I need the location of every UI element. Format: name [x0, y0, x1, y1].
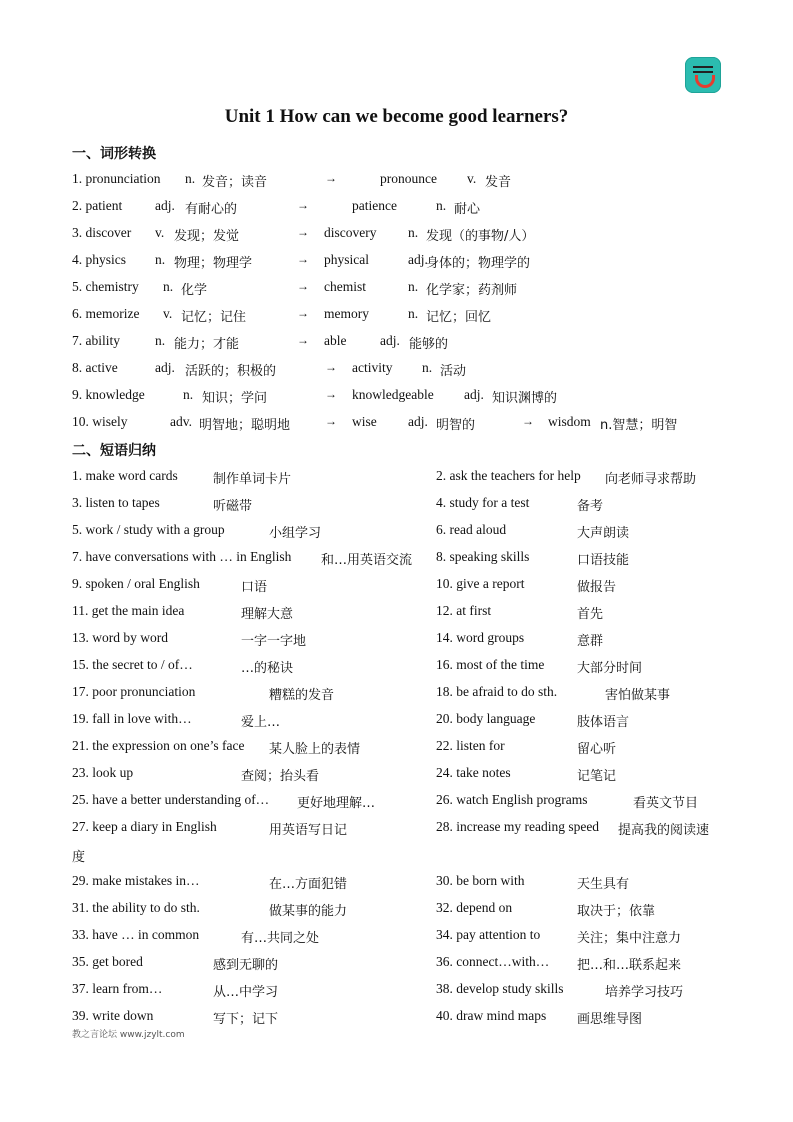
phrase-cn: 看英文节目 — [633, 796, 699, 811]
page-title: Unit 1 How can we become good learners? — [224, 106, 569, 127]
phrase-cn: 向老师寻求帮助 — [605, 472, 697, 487]
phrase-cn: 理解大意 — [241, 607, 294, 622]
phrase-cn: …的秘诀 — [241, 661, 294, 676]
word-form-pos: n. — [422, 360, 433, 375]
word-form-meaning: 化学家；药剂师 — [426, 283, 518, 298]
phrase-row — [0, 819, 793, 839]
phrase-en: 33. have … in common — [72, 927, 200, 942]
phrase-cn: 备考 — [577, 499, 604, 514]
word-form-word: 7. ability — [72, 333, 120, 348]
phrase-en: 7. have conversations with … in English — [72, 549, 292, 564]
phrase-en: 38. develop study skills — [436, 981, 564, 996]
phrase-row — [0, 630, 793, 650]
phrase-row — [0, 495, 793, 515]
word-form-row — [0, 171, 793, 191]
phrase-cn: 提高我的阅读速 — [618, 823, 710, 838]
phrase-en: 8. speaking skills — [436, 549, 530, 564]
word-form-arrow: → — [325, 387, 337, 401]
phrase-en: 26. watch English programs — [436, 792, 588, 807]
word-form-row — [0, 387, 793, 407]
word-form-pos: n. — [408, 306, 419, 321]
word-form-arrow: → — [325, 414, 337, 428]
phrase-en: 25. have a better understanding of… — [72, 792, 270, 807]
word-form-derived: memory — [324, 306, 369, 321]
word-form-meaning: 记忆；回忆 — [426, 310, 492, 325]
word-form-row — [0, 306, 793, 326]
phrase-en: 10. give a report — [436, 576, 525, 591]
word-form-row — [0, 360, 793, 380]
phrase-cn: 做某事的能力 — [269, 904, 348, 919]
phrase-en: 17. poor pronunciation — [72, 684, 196, 699]
word-form-pos: adj. — [464, 387, 484, 402]
word-form-word: 8. active — [72, 360, 118, 375]
phrase-row — [0, 954, 793, 974]
phrase-row — [0, 846, 793, 866]
word-form-row — [0, 279, 793, 299]
word-form-pos: n. — [408, 225, 419, 240]
phrase-cn: 取决于；依靠 — [577, 904, 656, 919]
word-form-arrow: → — [297, 279, 309, 293]
word-form-arrow: → — [325, 171, 337, 185]
phrase-en: 36. connect…with… — [436, 954, 550, 969]
phrase-cn: 害怕做某事 — [605, 688, 671, 703]
phrase-cn: 首先 — [577, 607, 604, 622]
phrase-cn: 糟糕的发音 — [269, 688, 335, 703]
word-form-pos: n. — [185, 171, 196, 186]
word-form-pos: adj. — [408, 414, 428, 429]
word-form-pos: adj. — [380, 333, 400, 348]
phrase-en: 27. keep a diary in English — [72, 819, 217, 834]
word-form-arrow: → — [297, 225, 309, 239]
phrase-cn: 小组学习 — [269, 526, 322, 541]
phrase-en: 9. spoken / oral English — [72, 576, 200, 591]
word-form-word: 10. wisely — [72, 414, 128, 429]
phrase-en: 1. make word cards — [72, 468, 178, 483]
word-form-pos: n. — [163, 279, 174, 294]
word-form-row — [0, 225, 793, 245]
word-form-meaning: 知识；学问 — [202, 391, 268, 406]
word-form-pos: adj. — [155, 198, 175, 213]
word-form-word: 6. memorize — [72, 306, 140, 321]
phrase-en: 11. get the main idea — [72, 603, 185, 618]
word-form-derived: chemist — [324, 279, 366, 294]
phrase-en: 18. be afraid to do sth. — [436, 684, 558, 699]
phrase-cn: 查阅；抬头看 — [241, 769, 320, 784]
word-form-pos: n. — [436, 198, 447, 213]
word-form-row — [0, 414, 793, 434]
phrase-cn: 做报告 — [577, 580, 617, 595]
phrase-cn: 在…方面犯错 — [269, 877, 348, 892]
phrase-row — [0, 576, 793, 596]
logo-smile — [695, 75, 715, 88]
phrase-en: 20. body language — [436, 711, 536, 726]
word-form-word: 4. physics — [72, 252, 126, 267]
word-form-arrow: → — [297, 252, 309, 266]
word-form-meaning: 发音；读音 — [202, 175, 268, 190]
phrase-cn: 制作单词卡片 — [213, 472, 292, 487]
phrase-cn: 大声朗读 — [577, 526, 630, 541]
phrase-row — [0, 873, 793, 893]
phrase-row — [0, 927, 793, 947]
phrase-en: 19. fall in love with… — [72, 711, 192, 726]
phrase-row — [0, 549, 793, 569]
phrase-cn: 大部分时间 — [577, 661, 643, 676]
phrase-en: 6. read aloud — [436, 522, 507, 537]
phrase-cn: 把…和…联系起来 — [577, 958, 682, 973]
word-form-meaning: 知识渊博的 — [492, 391, 558, 406]
phrase-row — [0, 711, 793, 731]
word-form-pos: n. — [183, 387, 194, 402]
word-form-pos: v. — [467, 171, 477, 186]
word-form-pos: v. — [155, 225, 165, 240]
phrase-row — [0, 738, 793, 758]
word-form-meaning: n.智慧；明智 — [600, 418, 678, 433]
phrase-en: 3. listen to tapes — [72, 495, 160, 510]
word-form-pos: n. — [408, 279, 419, 294]
word-form-meaning: 能力；才能 — [174, 337, 240, 352]
phrase-en: 15. the secret to / of… — [72, 657, 193, 672]
word-form-pos: adv. — [170, 414, 192, 429]
phrase-en: 2. ask the teachers for help — [436, 468, 581, 483]
word-form-word: 2. patient — [72, 198, 123, 213]
word-form-pos: v. — [163, 306, 173, 321]
phrase-en: 34. pay attention to — [436, 927, 541, 942]
word-form-meaning: 有耐心的 — [185, 202, 238, 217]
word-form-arrow: → — [522, 414, 534, 428]
phrase-cn: 一字一字地 — [241, 634, 307, 649]
word-form-meaning: 发现（的事物/人） — [426, 229, 535, 244]
footer-watermark: 教之言论坛 www.jzylt.com — [72, 1030, 185, 1040]
section-heading-phrases: 二、短语归纳 — [72, 443, 156, 459]
word-form-word: 3. discover — [72, 225, 132, 240]
phrase-row — [0, 603, 793, 623]
phrase-en: 23. look up — [72, 765, 134, 780]
phrase-en: 13. word by word — [72, 630, 168, 645]
phrase-row — [0, 765, 793, 785]
phrase-row — [0, 792, 793, 812]
phrase-en: 35. get bored — [72, 954, 143, 969]
phrase-cn: 关注；集中注意力 — [577, 931, 682, 946]
section-heading-word-forms: 一、词形转换 — [72, 146, 156, 162]
phrase-en: 4. study for a test — [436, 495, 530, 510]
phrase-wrap-text: 度 — [72, 850, 86, 865]
word-form-derived: activity — [352, 360, 393, 375]
phrase-cn: 从…中学习 — [213, 985, 279, 1000]
phrase-en: 31. the ability to do sth. — [72, 900, 200, 915]
word-form-word: 1. pronunciation — [72, 171, 161, 186]
word-form-meaning: 化学 — [181, 283, 208, 298]
word-form-derived: wise — [352, 414, 377, 429]
phrase-en: 30. be born with — [436, 873, 525, 888]
word-form-row — [0, 252, 793, 272]
phrase-row — [0, 468, 793, 488]
phrase-cn: 留心听 — [577, 742, 617, 757]
phrase-en: 12. at first — [436, 603, 492, 618]
phrase-cn: 肢体语言 — [577, 715, 630, 730]
phrase-en: 5. work / study with a group — [72, 522, 225, 537]
phrase-en: 16. most of the time — [436, 657, 545, 672]
word-form-row — [0, 333, 793, 353]
word-form-arrow: → — [297, 198, 309, 212]
word-form-meaning: 明智的 — [436, 418, 476, 433]
word-form-pos: n. — [155, 252, 166, 267]
word-form-meaning: 物理；物理学 — [174, 256, 253, 271]
phrase-en: 39. write down — [72, 1008, 154, 1023]
word-form-arrow: → — [297, 306, 309, 320]
word-form-row — [0, 198, 793, 218]
phrase-en: 22. listen for — [436, 738, 505, 753]
phrase-cn: 天生具有 — [577, 877, 630, 892]
logo-line — [693, 71, 713, 73]
phrase-cn: 听磁带 — [213, 499, 253, 514]
word-form-meaning: 记忆；记住 — [181, 310, 247, 325]
word-form-derived: wisdom — [548, 414, 591, 429]
word-form-meaning: 活动 — [440, 364, 467, 379]
phrase-cn: 口语技能 — [577, 553, 630, 568]
word-form-derived: patience — [352, 198, 397, 213]
word-form-meaning: 身体的；物理学的 — [426, 256, 531, 271]
word-form-derived: pronounce — [380, 171, 437, 186]
phrase-cn: 感到无聊的 — [213, 958, 279, 973]
logo-line — [693, 66, 713, 68]
phrase-en: 21. the expression on one’s face — [72, 738, 245, 753]
logo-icon — [685, 57, 721, 93]
word-form-derived: able — [324, 333, 347, 348]
word-form-arrow: → — [297, 333, 309, 347]
word-form-meaning: 明智地；聪明地 — [199, 418, 291, 433]
phrase-row — [0, 981, 793, 1001]
phrase-en: 29. make mistakes in… — [72, 873, 200, 888]
phrase-row — [0, 900, 793, 920]
phrase-cn: 用英语写日记 — [269, 823, 348, 838]
word-form-derived: knowledgeable — [352, 387, 434, 402]
phrase-row — [0, 657, 793, 677]
phrase-cn: 口语 — [241, 580, 268, 595]
phrase-cn: 意群 — [577, 634, 604, 649]
phrase-cn: 培养学习技巧 — [605, 985, 684, 1000]
phrase-cn: 记笔记 — [577, 769, 617, 784]
word-form-pos: n. — [155, 333, 166, 348]
phrase-cn: 有…共同之处 — [241, 931, 320, 946]
word-form-meaning: 发现；发觉 — [174, 229, 240, 244]
word-form-pos: adj. — [408, 252, 428, 267]
phrase-cn: 画思维导图 — [577, 1012, 643, 1027]
word-form-meaning: 活跃的；积极的 — [185, 364, 277, 379]
phrase-row — [0, 1008, 793, 1028]
word-form-meaning: 耐心 — [454, 202, 481, 217]
phrase-en: 40. draw mind maps — [436, 1008, 547, 1023]
word-form-meaning: 发音 — [485, 175, 512, 190]
phrase-en: 24. take notes — [436, 765, 511, 780]
word-form-meaning: 能够的 — [409, 337, 449, 352]
phrase-row — [0, 684, 793, 704]
word-form-derived: physical — [324, 252, 369, 267]
phrase-cn: 某人脸上的表情 — [269, 742, 361, 757]
word-form-arrow: → — [325, 360, 337, 374]
phrase-cn: 写下；记下 — [213, 1012, 279, 1027]
phrase-cn: 更好地理解… — [297, 796, 376, 811]
word-form-derived: discovery — [324, 225, 377, 240]
word-form-word: 9. knowledge — [72, 387, 145, 402]
phrase-en: 32. depend on — [436, 900, 513, 915]
phrase-row — [0, 522, 793, 542]
word-form-pos: adj. — [155, 360, 175, 375]
phrase-cn: 和…用英语交流 — [321, 553, 413, 568]
phrase-en: 14. word groups — [436, 630, 525, 645]
phrase-en: 28. increase my reading speed — [436, 819, 600, 834]
phrase-en: 37. learn from… — [72, 981, 163, 996]
word-form-word: 5. chemistry — [72, 279, 139, 294]
phrase-cn: 爱上… — [241, 715, 281, 730]
